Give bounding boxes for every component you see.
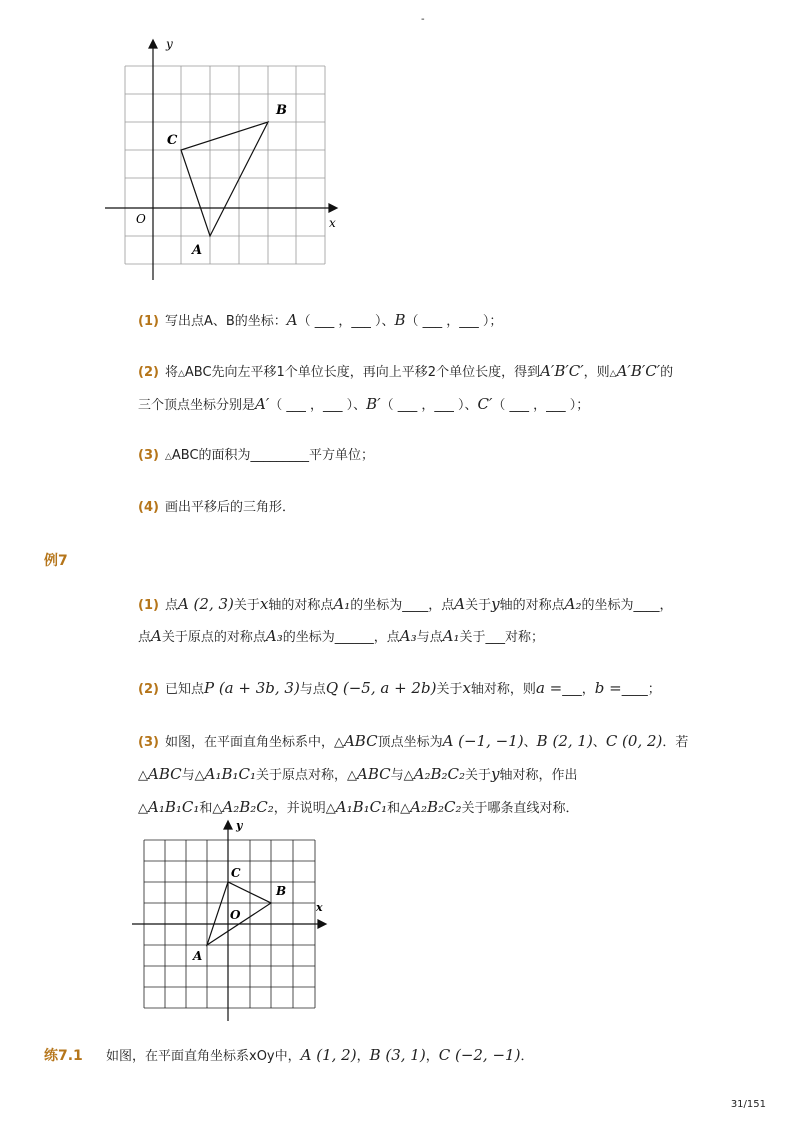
figure-2-origin-label: O: [230, 908, 241, 922]
question-1-3: (3) △ABC的面积为_________平方单位；: [138, 448, 375, 463]
figure-2-point-a-label: A: [193, 949, 203, 963]
q-number: (1): [138, 314, 159, 329]
figure-1-y-label: y: [166, 37, 173, 51]
figure-1-triangle-abc: [181, 122, 268, 236]
figure-1-coordinate-grid: [100, 30, 350, 290]
figure-2-coordinate-grid: [130, 815, 340, 1030]
question-1-1: (1) 写出点A、B的坐标：A（ ___ ，___ ）、B（ ___ ，___ ）；: [138, 311, 503, 329]
figure-2-x-label: x: [316, 901, 323, 914]
figure-2-y-label: y: [236, 819, 243, 832]
figure-1-x-label: x: [329, 216, 336, 230]
figure-2-point-c-label: C: [231, 866, 241, 880]
example-7-q2: (2) 已知点P (a + 3b, 3)与点Q (−5, a + 2b)关于x轴对称，则a =___，b =____；: [138, 679, 661, 697]
example-7-q3-line-1: (3) 如图，在平面直角坐标系中，△ABC顶点坐标为A (−1, −1)、B (2, 1)、C (0, 2)．若: [138, 732, 689, 750]
example-7-q3-line-2: △ABC与△A₁B₁C₁关于原点对称，△ABC与△A₂B₂C₂关于y轴对称，作出: [138, 765, 578, 783]
page-number: 31/151: [730, 1099, 766, 1110]
example-7-label: 例7: [44, 553, 68, 569]
figure-1-point-c-label: C: [167, 133, 178, 148]
figure-2-axes: [132, 821, 326, 1021]
example-7-q1-line-1: (1) 点A (2, 3)关于x轴的对称点A₁的坐标为____，点A关于y轴的对称点A₂的坐标为____，: [138, 595, 673, 613]
question-1-4: (4) 画出平移后的三角形．: [138, 500, 295, 515]
figure-2-point-b-label: B: [276, 884, 287, 898]
figure-1-point-b-label: B: [276, 103, 287, 118]
figure-1-origin-label: O: [136, 212, 146, 226]
practice-7-1-label: 练7.1: [44, 1048, 83, 1064]
practice-7-1-text: 如图，在平面直角坐标系xOy中，A (1, 2)，B (3, 1)，C (−2, −1)．: [106, 1046, 534, 1064]
figure-1-point-a-label: A: [192, 243, 203, 258]
figure-1-grid: [125, 66, 325, 264]
question-1-2: (2) 将△ABC先向左平移1个单位长度，再向上平移2个单位长度，得到A′B′C′，则△A′B′C′的: [138, 362, 674, 380]
question-1-2-line-2: 三个顶点坐标分别是A′（ ___ ，___ ）、B′（ ___ ，___ ）、C′（ ___ ，___ ）；: [138, 395, 590, 413]
figure-1-axes: [105, 40, 337, 280]
example-7-q3-line-3: △A₁B₁C₁和△A₂B₂C₂，并说明△A₁B₁C₁和△A₂B₂C₂关于哪条直线对称．: [138, 798, 579, 816]
top-mark: -: [421, 14, 425, 25]
example-7-q1-line-2: 点A关于原点的对称点A₃的坐标为______，点A₃与点A₁关于___对称；: [138, 627, 544, 645]
triangle-symbol: △: [177, 369, 185, 379]
